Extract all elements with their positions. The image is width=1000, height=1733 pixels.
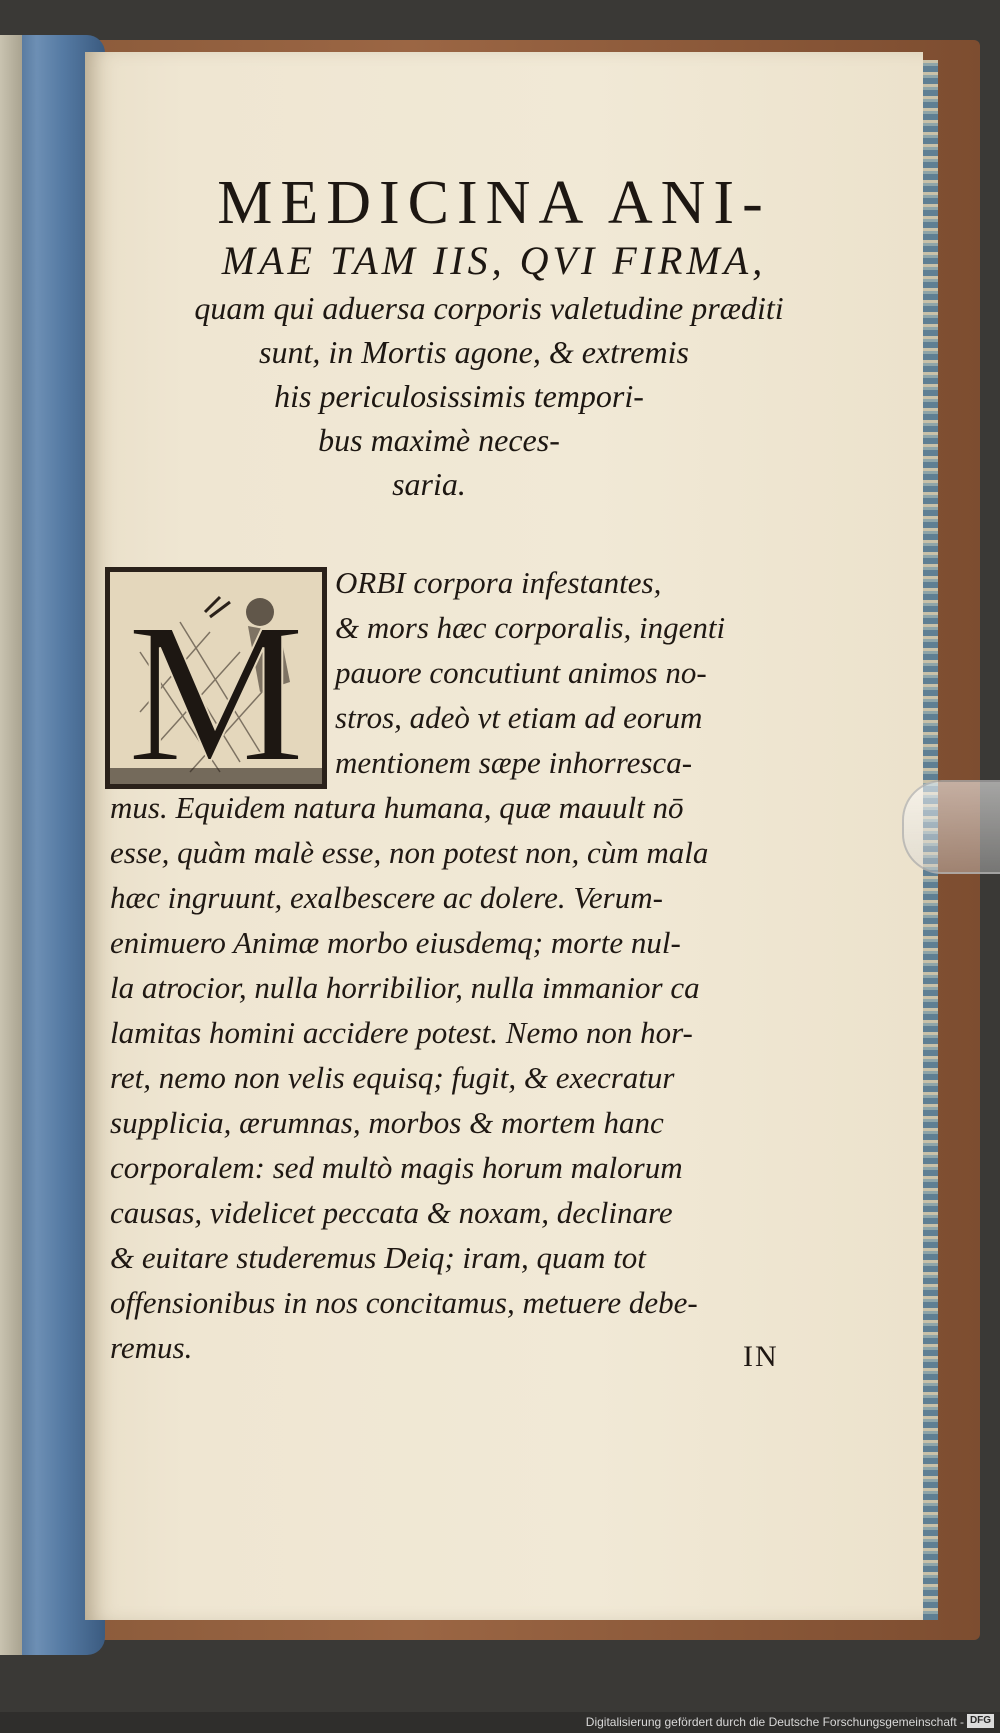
body-paragraph bbox=[110, 560, 790, 1370]
body-line: offensionibus in nos concitamus, metuere debe- bbox=[110, 1285, 698, 1320]
body-line: stros, adeò vt etiam ad eorum bbox=[335, 700, 703, 735]
catchword: IN bbox=[743, 1340, 779, 1373]
title-line-1: MEDICINA ANI- bbox=[217, 169, 771, 237]
dfg-logo-icon: DFG bbox=[967, 1714, 994, 1728]
body-line: & mors hæc corporalis, ingenti bbox=[335, 610, 726, 645]
body-line: hæc ingruunt, exalbescere ac dolere. Verum- bbox=[110, 880, 663, 915]
body-line: ret, nemo non velis equisq; fugit, & execratur bbox=[110, 1060, 675, 1095]
body-line: pauore concutiunt animos no- bbox=[335, 655, 707, 690]
body-line: supplicia, ærumnas, morbos & mortem hanc bbox=[110, 1105, 664, 1140]
body-line: lamitas homini accidere potest. Nemo non hor- bbox=[110, 1015, 693, 1050]
body-line: ORBI corpora infestantes, bbox=[335, 565, 662, 600]
footer-credit: Digitalisierung gefördert durch die Deutsche Forschungsgemeinschaft - bbox=[585, 1715, 964, 1729]
title-line-2: MAE TAM IIS, QVI FIRMA, bbox=[221, 238, 767, 283]
body-line: la atrocior, nulla horribilior, nulla immanior ca bbox=[110, 970, 700, 1005]
spine-edge bbox=[0, 35, 22, 1655]
glass-clip bbox=[902, 780, 1000, 874]
page-title bbox=[85, 170, 923, 506]
body-line: remus. bbox=[110, 1330, 193, 1365]
body-line: corporalem: sed multò magis horum malorum bbox=[110, 1150, 683, 1185]
body-line: causas, videlicet peccata & noxam, declinare bbox=[110, 1195, 673, 1230]
body-line: mus. Equidem natura humana, quæ mauult nō bbox=[110, 790, 684, 825]
title-line-6: bus maximè neces- bbox=[318, 422, 560, 458]
body-line: esse, quàm malè esse, non potest non, cùm mala bbox=[110, 835, 709, 870]
body-line: mentionem sæpe inhorresca- bbox=[335, 745, 693, 780]
svg-text:M: M bbox=[127, 583, 305, 784]
title-line-4: sunt, in Mortis agone, & extremis bbox=[259, 334, 689, 370]
body-line: & euitare studeremus Deiq; iram, quam tot bbox=[110, 1240, 646, 1275]
title-line-5: his periculosissimis tempori- bbox=[274, 378, 644, 414]
title-line-3: quam qui aduersa corporis valetudine præditi bbox=[194, 290, 784, 326]
body-line: enimuero Animæ morbo eiusdemq; morte nul- bbox=[110, 925, 681, 960]
title-line-7: saria. bbox=[392, 466, 466, 502]
